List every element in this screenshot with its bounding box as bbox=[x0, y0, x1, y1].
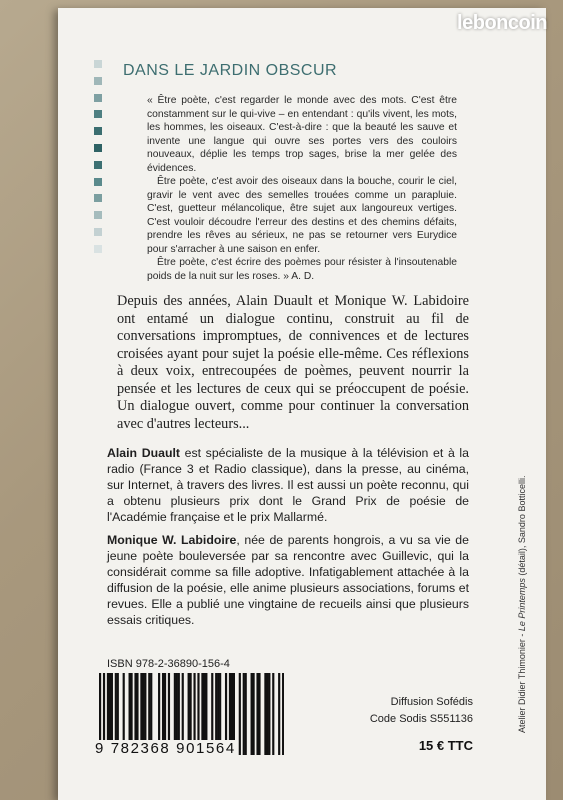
barcode-bar bbox=[268, 673, 270, 755]
square-0 bbox=[94, 60, 102, 68]
book-title: DANS LE JARDIN OBSCUR bbox=[123, 62, 338, 79]
intro-paragraph: Depuis des années, Alain Duault et Monique W. Labidoire ont entamé un dialogue continu, construit au fil de conversations impromptues, de connivences et de lectures croisées ayant pour sujet la poésie elle-même. Ces réflexions à deux voix, entrecoupées de poèmes, peuvent nourrir la pensée et les lectures de ceux qui se préoccupent de poésie. Un dialogue ouvert, comme pour continuer la conversation avec d'autres lecteurs... bbox=[117, 293, 469, 432]
barcode-bar bbox=[256, 673, 258, 755]
distribution-info bbox=[370, 694, 473, 728]
sodis-code: Code Sodis S551136 bbox=[369, 713, 473, 725]
barcode-bar bbox=[272, 673, 274, 755]
decorative-squares bbox=[94, 60, 104, 262]
quote-block bbox=[147, 94, 457, 283]
square-7 bbox=[94, 178, 102, 186]
isbn-label: ISBN 978-2-36890-156-4 bbox=[107, 658, 230, 670]
square-5 bbox=[94, 144, 102, 152]
square-10 bbox=[94, 228, 102, 236]
barcode-bar bbox=[282, 673, 284, 755]
barcode-digits: 9 782368 901564 bbox=[95, 740, 236, 757]
square-3 bbox=[94, 110, 102, 118]
barcode-bar bbox=[253, 673, 255, 755]
bio1-text: est spécialiste de la musique à la télévision et à la radio (France 3 et Radio classique), dans la presse, au cinéma, sur Internet, à travers des livres. Il est aussi un poète reconnu, qui a obtenu plusieurs prix dont le Grand Prix de poésie de l'Académie française et le prix Mallarmé. bbox=[107, 446, 469, 524]
square-9 bbox=[94, 211, 102, 219]
barcode-bar bbox=[266, 673, 268, 755]
quote-paragraph-2: Être poète, c'est avoir des oiseaux dans la bouche, courir le ciel, gravir le vent avec des semelles trouées comme un parapluie. C'est, guetteur mélancolique, être sujet aux langoureux vertiges. C'est vouloir découdre l'erreur des destins et des chemins défaits, prendre les rêves au sérieux, ne pas se retourner vers Eurydice pour s'arracher à une saison en enfer. bbox=[147, 176, 457, 255]
image-credit bbox=[517, 476, 527, 733]
bio-monique-labidoire bbox=[107, 532, 469, 628]
quote-paragraph-1: « Être poète, c'est regarder le monde avec des mots. C'est être constamment sur le qui-vive – en entendant : qu'ils vivent, les mots, les hommes, les oiseaux. C'est-à-dire : que la beauté les sauve et invente une langue qui ouvre ses portes vers des couloirs nouveaux, déplie les temps trop sages, brise la mer gelée des évidences. bbox=[147, 95, 457, 174]
square-6 bbox=[94, 161, 102, 169]
price: 15 € TTC bbox=[418, 738, 473, 753]
square-8 bbox=[94, 194, 102, 202]
credit-title: Le Printemps bbox=[517, 578, 527, 632]
barcode-bar bbox=[243, 673, 245, 755]
barcode-bar bbox=[245, 673, 247, 755]
square-1 bbox=[94, 77, 102, 85]
barcode-bar bbox=[251, 673, 253, 755]
square-2 bbox=[94, 94, 102, 102]
credit-prefix: Atelier Didier Thimonier - bbox=[517, 631, 527, 733]
bio1-name: Alain Duault bbox=[107, 446, 180, 460]
bio2-name: Monique W. Labidoire bbox=[107, 533, 237, 547]
square-4 bbox=[94, 127, 102, 135]
credit-suffix: (détail), Sandro Botticelli. bbox=[517, 475, 527, 579]
barcode-bar bbox=[239, 673, 241, 755]
barcode-bar bbox=[258, 673, 260, 755]
bio-alain-duault bbox=[107, 445, 469, 525]
diffusion-text: Diffusion Sofédis bbox=[390, 696, 473, 708]
square-11 bbox=[94, 245, 102, 253]
barcode-bar bbox=[264, 673, 266, 755]
quote-paragraph-3: Être poète, c'est écrire des poèmes pour résister à l'insoutenable poids de la nuit sur les roses. » A. D. bbox=[147, 257, 457, 282]
bio2-text: , née de parents hongrois, a vu sa vie de jeune poète bouleversée par sa rencontre avec Guillevic, qui la considérait comme sa fille adoptive. Infatigablement attachée à la diffusion de la poésie, elle anime plusieurs associations, forums et revues. Elle a publié une vingtaine de recueils ainsi que plusieurs essais critiques. bbox=[107, 533, 469, 627]
barcode-bar bbox=[278, 673, 280, 755]
leboncoin-watermark: leboncoin bbox=[457, 12, 547, 34]
